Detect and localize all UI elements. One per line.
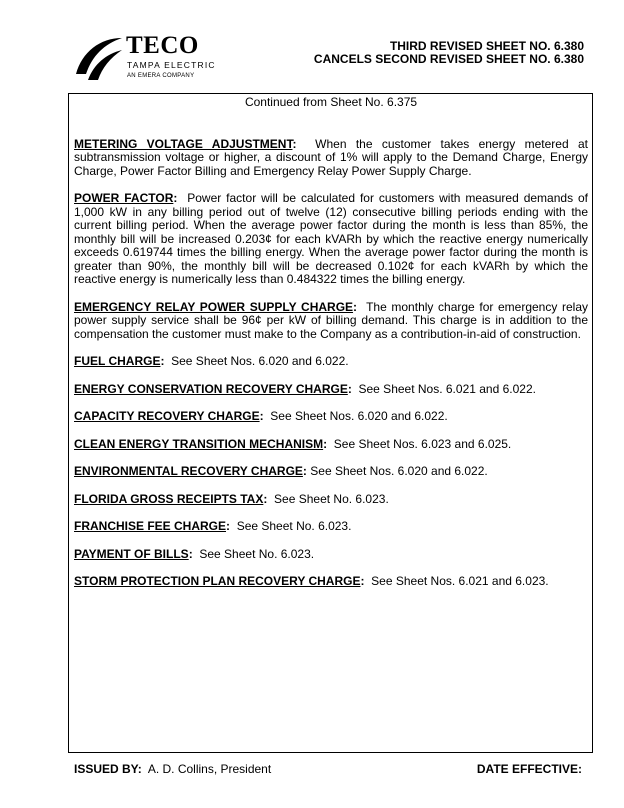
section-florida-tax: FLORIDA GROSS RECEIPTS TAX: See Sheet No. 6.023.: [74, 491, 389, 506]
section-franchise-fee: FRANCHISE FEE CHARGE: See Sheet No. 6.023.: [74, 519, 352, 533]
section-payment-of-bills: PAYMENT OF BILLS: See Sheet No. 6.023.: [74, 546, 315, 561]
issued-by: ISSUED BY: A. D. Collins, President: [74, 762, 272, 776]
section-title: CAPACITY RECOVERY CHARGE: [74, 409, 260, 423]
logo-tagline: AN EMERA COMPANY: [127, 73, 195, 79]
sheet-number-block: [314, 40, 584, 66]
section-text: See Sheet Nos. 6.023 and 6.025.: [333, 436, 512, 451]
section-energy-conservation: ENERGY CONSERVATION RECOVERY CHARGE: See Sheet Nos. 6.021 and 6.022.: [74, 381, 536, 396]
section-text: See Sheet No. 6.023.: [236, 519, 352, 533]
section-metering-voltage: METERING VOLTAGE ADJUSTMENT: When the customer takes energy metered at subtransmission voltage or higher, a discount of 1% will apply to the Demand Charge, Energy Charge, Power Factor Billing and Emergency Relay Power Supply Charge.: [74, 136, 588, 178]
section-fuel-charge: FUEL CHARGE: See Sheet Nos. 6.020 and 6.022.: [74, 354, 349, 368]
section-power-factor: POWER FACTOR: Power factor will be calculated for customers with measured demands of 1,000 kW in any billing period out of twelve (12) consecutive billing periods ending with the current billing period. When the average power factor during the month is less than 85%, the monthly bill will be increased 0.203¢ for each kVARh by which the reactive energy numerically exceeds 0.619744 times the billing energy. When the average power factor during the month is greater than 90%, the monthly bill will be decreased 0.102¢ for each kVARh by which the reactive energy is numerically less than 0.484322 times the billing energy.: [74, 191, 588, 286]
sheet-cancels: CANCELS SECOND REVISED SHEET NO. 6.380: [313, 52, 584, 66]
section-title: FLORIDA GROSS RECEIPTS TAX: [74, 491, 264, 506]
date-effective-label: DATE EFFECTIVE:: [476, 762, 582, 776]
issued-by-label: ISSUED BY: [74, 762, 138, 776]
section-title: STORM PROTECTION PLAN RECOVERY CHARGE: [74, 574, 361, 588]
teco-swoosh-icon: [74, 30, 124, 82]
section-title: POWER FACTOR: [74, 191, 174, 205]
logo-name: TECO: [126, 32, 199, 59]
section-storm-protection: STORM PROTECTION PLAN RECOVERY CHARGE: See Sheet Nos. 6.021 and 6.023.: [74, 574, 549, 588]
section-text: See Sheet Nos. 6.020 and 6.022.: [310, 464, 488, 478]
continued-note: Continued from Sheet No. 6.375: [244, 95, 418, 109]
section-title: FRANCHISE FEE CHARGE: [74, 519, 227, 533]
section-text: See Sheet Nos. 6.020 and 6.022.: [171, 354, 349, 368]
section-title: CLEAN ENERGY TRANSITION MECHANISM: [74, 436, 324, 451]
section-title: ENERGY CONSERVATION RECOVERY CHARGE: [74, 381, 348, 396]
section-text: See Sheet No. 6.023.: [274, 491, 389, 506]
section-environmental-recovery: ENVIRONMENTAL RECOVERY CHARGE: See Sheet Nos. 6.020 and 6.022.: [74, 464, 488, 478]
section-text: When the customer takes energy metered at subtransmission voltage or higher, a discount of 1% will apply to the Demand Charge, Energy Charge, Power Factor Billing and Emergency Relay Power Supply Charge.: [74, 136, 588, 178]
section-title: METERING VOLTAGE ADJUSTMENT: [74, 136, 293, 151]
section-emergency-relay: EMERGENCY RELAY POWER SUPPLY CHARGE: The monthly charge for emergency relay power supply service shall be 96¢ per kW of billing demand. This charge is in addition to the compensation the customer must make to the Company as a contribution-in-aid of construction.: [74, 299, 588, 341]
tariff-content: [74, 96, 588, 603]
section-text: See Sheet No. 6.023.: [199, 546, 315, 561]
section-clean-energy: CLEAN ENERGY TRANSITION MECHANISM: See Sheet Nos. 6.023 and 6.025.: [74, 436, 512, 451]
company-logo: [74, 30, 244, 82]
logo-subtitle: TAMPA ELECTRIC: [127, 60, 216, 70]
section-text: See Sheet Nos. 6.020 and 6.022.: [270, 409, 448, 423]
section-title: FUEL CHARGE: [74, 354, 161, 368]
sheet-revision: THIRD REVISED SHEET NO. 6.380: [389, 39, 584, 53]
section-text: See Sheet Nos. 6.021 and 6.022.: [358, 381, 536, 396]
section-title: ENVIRONMENTAL RECOVERY CHARGE: [74, 464, 303, 478]
section-text: See Sheet Nos. 6.021 and 6.023.: [371, 574, 549, 588]
section-text: The monthly charge for emergency relay power supply service shall be 96¢ per kW of billing demand. This charge is in addition to the compensation the customer must make to the Company as a contribution-in-aid of construction.: [74, 299, 588, 341]
section-capacity-recovery: CAPACITY RECOVERY CHARGE: See Sheet Nos. 6.020 and 6.022.: [74, 409, 448, 423]
section-title: PAYMENT OF BILLS: [74, 546, 189, 561]
section-title: EMERGENCY RELAY POWER SUPPLY CHARGE: [74, 299, 354, 314]
section-text: Power factor will be calculated for customers with measured demands of 1,000 kW in any billing period out of twelve (12) consecutive billing periods ending with the current billing period. When the average power factor during the month is less than 85%, the monthly bill will be increased 0.203¢ for each kVARh by which the reactive energy numerically exceeds 0.619744 times the billing energy. When the average power factor during the month is greater than 90%, the monthly bill will be decreased 0.102¢ for each kVARh by which the reactive energy is numerically less than 0.484322 times the billing energy.: [74, 191, 588, 286]
issued-by-value: A. D. Collins, President: [147, 762, 272, 776]
